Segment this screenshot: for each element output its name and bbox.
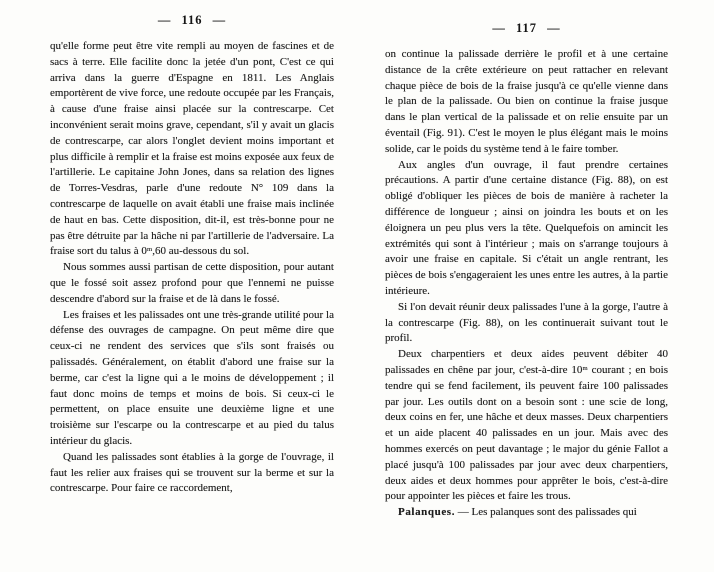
paragraph: Les fraises et les palissades ont une très-grande utilité pour la défense des ouvrages de campagne. On peut même dire que ceux-ci ne rendent des services que s'ils sont fraisés ou palissadés. Généralement, on établit d'abord une fraise sur la berme, car c'est la ligne qui a le moins de développement ; il faut donc moins de temps et moins de bois. Si ceux-ci le permettent, on place ensuite une deuxième ligne et une troisième sur l'escarpe ou la contrescarpe et au pied du talus intérieur du glacis.	[50, 308, 334, 447]
palanques-definition: — Les palanques sont des palissades qui	[455, 506, 637, 519]
page-number-header-116: — 116 —	[157, 13, 227, 27]
paragraph: Quand les palissades sont établies à la gorge de l'ouvrage, il faut les relier aux fraises qui se trouvent sur la berme et sur la contrescarpe. Pour faire ce raccordement,	[50, 450, 334, 495]
paragraph: Deux charpentiers et deux aides peuvent débiter 40 palissades en chêne par jour, c'est-à-dire 10ᵐ courant ; en bois tendre qui se fend facilement, ils peuvent faire 100 palissades par jour. Les outils dont on a besoin sont : une scie de long, deux coins en fer, une hâche et deux masses. Deux charpentiers et un aide placent 40 palissades en un jour. Mais avec des hommes exercés on peut davantage ; le major du génie Fallot a placé jusqu'à 100 palissades par jour avec deux charpentiers, deux aides et deux hommes pour apprêter le bois, c'est-à-dire pour appointer les pièces et faire les trous.	[385, 348, 668, 503]
palanques-paragraph	[385, 505, 668, 521]
palanques-term: Palanques.	[398, 506, 456, 519]
paragraph: Si l'on devait réunir deux palissades l'une à la gorge, l'autre à la contrescarpe (Fig. 88), on les continuerait suivant tout le profil.	[385, 300, 668, 345]
paragraph: Aux angles d'un ouvrage, il faut prendre certaines précautions. A partir d'une certaine distance (Fig. 88), on est obligé d'obliquer les pièces de bois de manière à racheter la différence de longueur ; ainsi on joindra les bouts et on les éloignera un peu plus vers la tête. Quelquefois on amincit les extrémités qui sont à l'intérieur ; mais on s'arrange toujours à avoir une fraise en capitale. Si c'était un angle rentrant, les pièces de bois s'engageraient les unes entre les autres, à la partie intérieure.	[385, 158, 668, 297]
paragraph-continuation: qu'elle forme peut être vite rempli au moyen de fascines et de sacs à terre. Elle facilite donc la jetée d'un pont, C'est ce qui arriva dans la guerre d'Espagne en 1811. Les Anglais emportèrent de vive force, une redoute occupée par les Français, à cause d'une fraise ainsi placée sur la contrescarpe. Cet inconvénient serait moins grave, cependant, s'il y avait un glacis de contrescarpe, car alors l'onglet devient moins important et plus difficile à remplir et la fraise est moins exposée aux feux de l'artillerie. Le capitaine John Jones, dans sa relation des lignes de Torres-Vesdras, parle d'une redoute N° 109 dans la contrescarpe de laquelle on avait établi une fraise mais inclinée de haut en bas. Cette disposition, dit-il, est très-bonne pour ne pas être détruite par la hâche ni par l'artillerie de l'adversaire. La fraise sort du talus à 0ᵐ,60 au-dessous du sol.	[50, 40, 334, 258]
paragraph: Nous sommes aussi partisan de cette disposition, pour autant que le fossé soit assez profond pour que l'ennemi ne puisse descendre d'abord sur la fraise et de là dans le fossé.	[50, 261, 334, 305]
paragraph-continuation: on continue la palissade derrière le profil et à une certaine distance de la crête extérieure on peut rattacher en relevant chaque pièce de bois de la fraise jusqu'à ce qu'elle vienne dans le plan de la palissade. Ou bien on continue la fraise jusque dans le plan vertical de la palissade et on relie ensuite par un éventail (Fig. 91). C'est le moyen le plus élégant mais le moins solide, car le poids du système tend à le faire tomber.	[385, 48, 668, 155]
page-number-header-117: — 117 —	[492, 21, 561, 35]
page-117	[357, 0, 714, 572]
